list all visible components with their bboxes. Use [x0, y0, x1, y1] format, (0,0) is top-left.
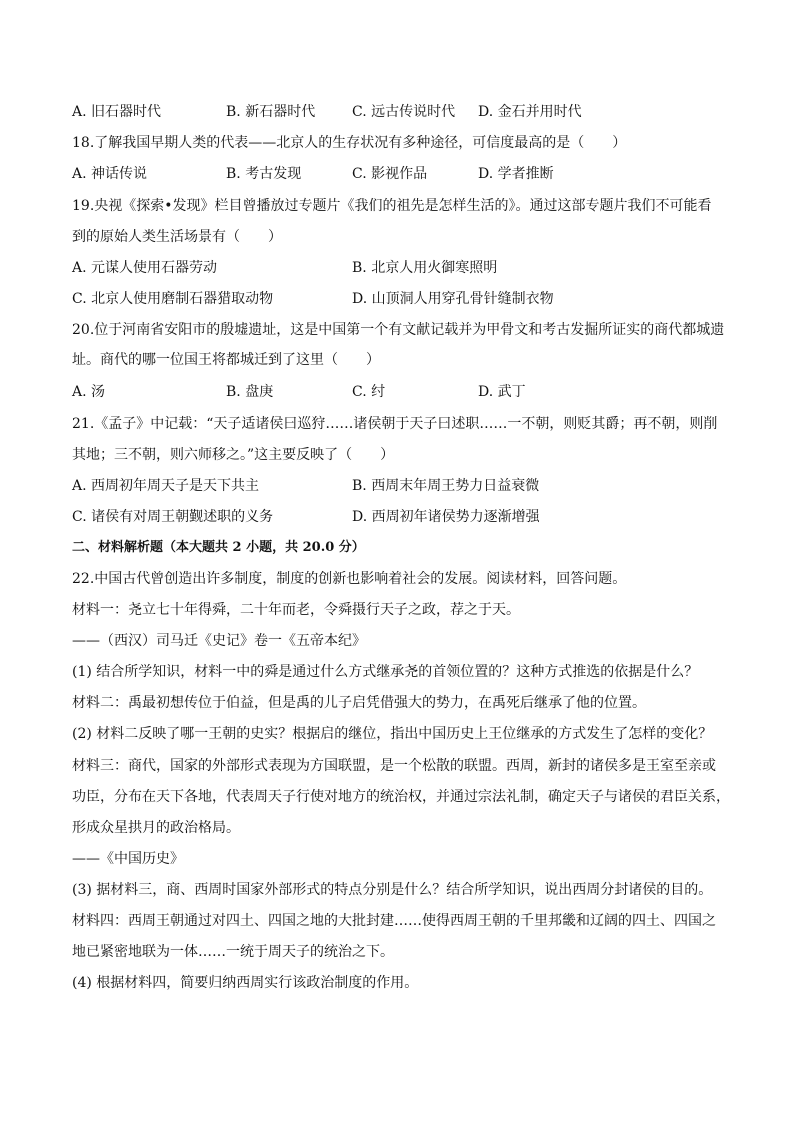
q18-option-d: D. 学者推断: [478, 166, 554, 182]
q21-option-b: B. 西周末年周王势力日益衰微: [352, 478, 540, 494]
q22-material1-source: ——（西汉）司马迁《史记》卷一《五帝本纪》: [72, 633, 366, 649]
q22-material2: 材料二：禹最初想传位于伯益，但是禹的儿子启凭借强大的势力，在禹死后继承了他的位置。: [72, 695, 646, 711]
q21-option-c: C. 诸侯有对周王朝觐述职的义务: [72, 509, 274, 525]
section-heading: 二、材料解析题（本大题共 2 小题，共 20.0 分）: [72, 540, 365, 555]
q22-stem: 22.中国古代曾创造出许多制度，制度的创新也影响着社会的发展。阅读材料，回答问题。: [72, 571, 627, 587]
q19-option-a: A. 元谋人使用石器劳动: [72, 260, 218, 276]
q22-material3-line2: 功臣，分布在天下各地，代表周天子行使对地方的统治权，并通过宗法礼制，确定天子与诸侯的君臣关系，: [72, 789, 730, 805]
q20-option-c: C. 纣: [352, 384, 386, 400]
q19-option-d: D. 山顶洞人用穿孔骨针缝制衣物: [352, 291, 554, 307]
q22-material4-line2: 地已紧密地联为一体……一统于周天子的统治之下。: [72, 944, 394, 960]
q17-option-c: C. 远古传说时代: [352, 104, 456, 120]
q21-stem-line1: 21.《孟子》中记载：“天子适诸侯曰巡狩……诸侯朝于天子曰述职……一不朝，则贬其爵；再不朝，则削: [72, 416, 718, 432]
q19-option-c: C. 北京人使用磨制石器猎取动物: [72, 291, 274, 307]
q20-stem-line1: 20.位于河南省安阳市的殷墟遗址，这是中国第一个有文献记载并为甲骨文和考古发掘所证实的商代都城遗: [72, 322, 725, 338]
q20-stem-line2: 址。商代的哪一位国王将都城迁到了这里（ ）: [72, 352, 380, 368]
q22-material3-line1: 材料三：商代，国家的外部形式表现为方国联盟，是一个松散的联盟。西周，新封的诸侯多是王室至亲或: [72, 758, 716, 774]
q18-option-c: C. 影视作品: [352, 166, 428, 182]
q20-option-d: D. 武丁: [478, 384, 526, 400]
q20-option-b: B. 盘庚: [226, 384, 274, 400]
q22-material3-line3: 形成众星拱月的政治格局。: [72, 820, 240, 836]
q22-subquestion2: (2) 材料二反映了哪一王朝的史实？根据启的继位，指出中国历史上王位继承的方式发生了怎样的变化？: [72, 726, 713, 742]
q21-stem-line2: 其地；三不朝，则六师移之。”这主要反映了（ ）: [72, 447, 395, 463]
q22-subquestion1: (1) 结合所学知识，材料一中的舜是通过什么方式继承尧的首领位置的？这种方式推选的依据是什么？: [72, 664, 699, 680]
q17-option-d: D. 金石并用时代: [478, 104, 582, 120]
q22-material1: 材料一：尧立七十年得舜，二十年而老，令舜摄行天子之政，荐之于天。: [72, 602, 520, 618]
q17-option-b: B. 新石器时代: [226, 104, 316, 120]
q20-option-a: A. 汤: [72, 384, 106, 400]
q21-option-a: A. 西周初年周天子是天下共主: [72, 478, 260, 494]
q19-stem-line2: 到的原始人类生活场景有（ ）: [72, 229, 282, 245]
q18-stem: 18.了解我国早期人类的代表——北京人的生存状况有多种途径，可信度最高的是（ ）: [72, 135, 627, 151]
q22-material4-line1: 材料四：西周王朝通过对四土、四国之地的大批封建……使得西周王朝的千里邦畿和辽阔的四土、四国之: [72, 913, 716, 929]
q22-subquestion3: (3) 据材料三，商、西周时国家外部形式的特点分别是什么？结合所学知识，说出西周分封诸侯的目的。: [72, 882, 713, 898]
q22-material3-source: ——《中国历史》: [72, 851, 184, 867]
q22-subquestion4: (4) 根据材料四，简要归纳西周实行该政治制度的作用。: [72, 975, 419, 991]
q19-stem-line1: 19.央视《探索•发现》栏目曾播放过专题片《我们的祖先是怎样生活的》。通过这部专题片我们不可能看: [72, 198, 712, 214]
q18-option-b: B. 考古发现: [226, 166, 302, 182]
q21-option-d: D. 西周初年诸侯势力逐渐增强: [352, 509, 540, 525]
q18-option-a: A. 神话传说: [72, 166, 148, 182]
q19-option-b: B. 北京人用火御寒照明: [352, 260, 498, 276]
q17-option-a: A. 旧石器时代: [72, 104, 162, 120]
